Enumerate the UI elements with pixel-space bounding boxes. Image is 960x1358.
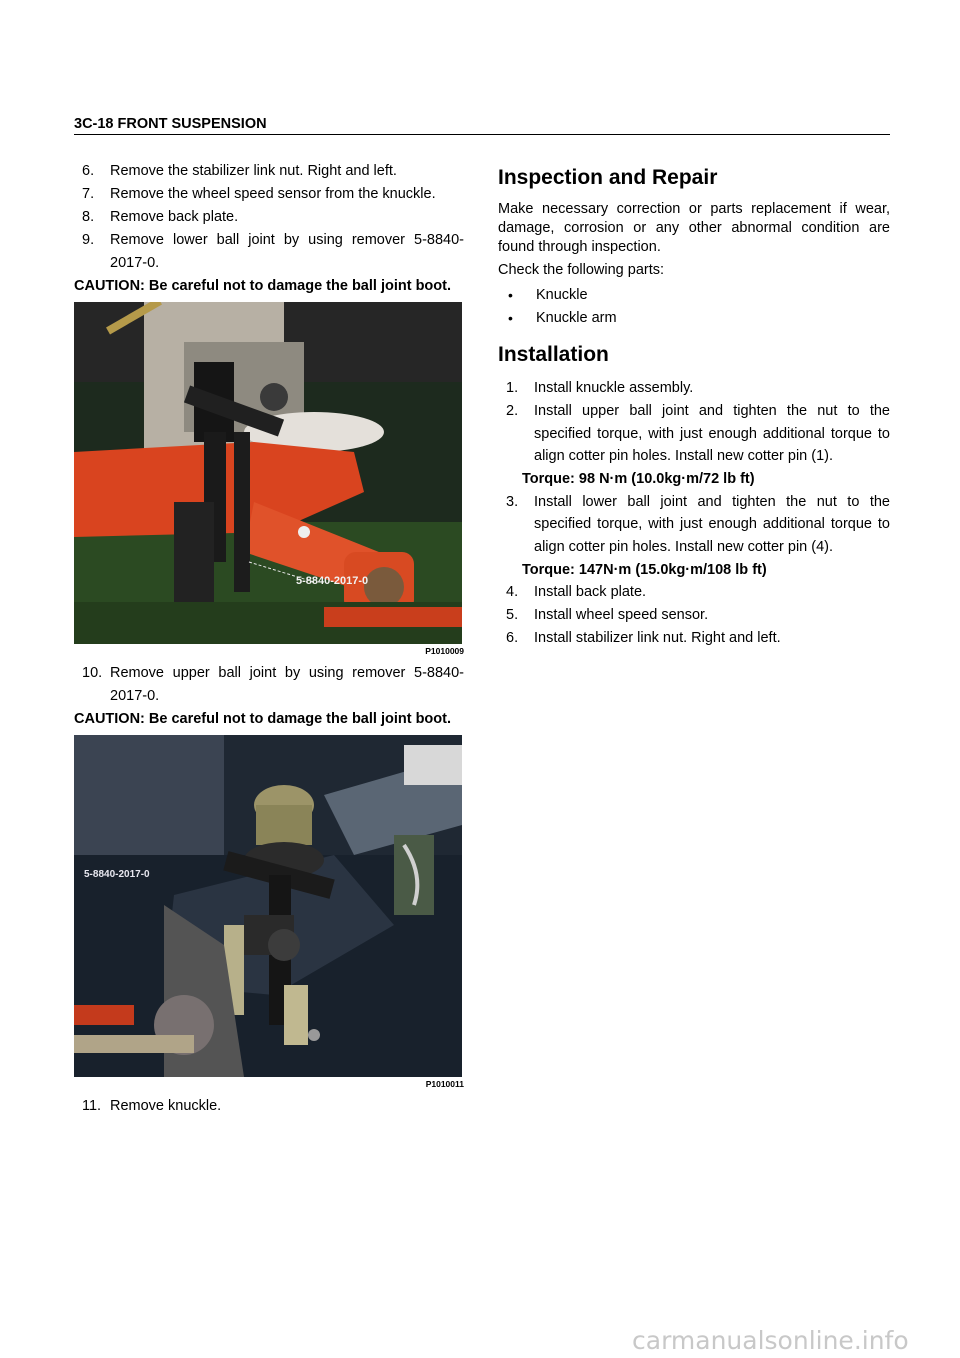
caution-note: CAUTION: Be careful not to damage the ball joint boot.: [74, 711, 452, 727]
upper-ball-joint-illustration: [74, 735, 462, 1077]
step-item: 10. Remove upper ball joint by using remover 5-8840-2017-0.: [82, 665, 464, 704]
step-item: 11. Remove knuckle.: [82, 1098, 222, 1114]
step-item: 3. Install lower ball joint and tighten the nut to the specified torque, with just enough additional torque to align cotter pin holes. Install new cotter pin (4).: [506, 493, 890, 555]
torque-spec: Torque: 98 N·m (10.0kg·m/72 lb ft): [522, 471, 755, 487]
lower-ball-joint-photo: [74, 302, 462, 644]
list-item: • Knuckle: [498, 284, 890, 307]
step-item: 6. Remove the stabilizer link nut. Right and left.: [82, 163, 397, 179]
step-item: 9. Remove lower ball joint by using remover 5-8840-2017-0.: [82, 232, 464, 271]
installation-steps-2: [498, 491, 890, 559]
page-header: [74, 116, 890, 135]
upper-ball-joint-photo: [74, 735, 462, 1077]
inspection-paragraph: Make necessary correction or parts replacement if wear, damage, corrosion or any other abnormal condition are found through inspection.: [498, 201, 890, 255]
installation-steps-1: [498, 377, 890, 468]
list-item: • Knuckle arm: [498, 307, 890, 330]
lower-ball-joint-illustration: [74, 302, 462, 644]
removal-step-10: [74, 662, 464, 707]
inspection-heading: Inspection and Repair: [498, 166, 718, 189]
step-item: 2. Install upper ball joint and tighten the nut to the specified torque, with just enough additional torque to align cotter pin holes. Install new cotter pin (1).: [506, 403, 890, 464]
installation-heading: Installation: [498, 343, 609, 366]
left-column: [74, 160, 464, 1118]
page-header-title: 3C-18 FRONT SUSPENSION: [74, 116, 267, 132]
step-item: 1. Install knuckle assembly.: [506, 380, 694, 396]
removal-steps-a: [74, 160, 464, 274]
figure-code: P1010009: [425, 646, 464, 656]
tool-number-label: 5-8840-2017-0: [296, 575, 369, 587]
tool-number-label: 5-8840-2017-0: [84, 869, 150, 880]
watermark-link[interactable]: carmanualsonline.info: [632, 1326, 909, 1355]
right-column: [498, 166, 890, 650]
step-item: 6. Install stabilizer link nut. Right and left.: [506, 630, 781, 646]
step-item: 7. Remove the wheel speed sensor from the knuckle.: [82, 186, 436, 202]
removal-step-11: [74, 1095, 464, 1118]
installation-steps-3: [498, 581, 890, 650]
inspection-check-intro: Check the following parts:: [498, 262, 665, 278]
step-item: 5. Install wheel speed sensor.: [506, 607, 709, 623]
torque-spec: Torque: 147N·m (15.0kg·m/108 lb ft): [522, 561, 767, 578]
inspection-parts-list: [498, 284, 890, 329]
figure-code: P1010011: [425, 1079, 464, 1089]
step-item: 4. Install back plate.: [506, 584, 647, 600]
caution-note: CAUTION: Be careful not to damage the ball joint boot.: [74, 278, 452, 294]
step-item: 8. Remove back plate.: [82, 209, 239, 225]
